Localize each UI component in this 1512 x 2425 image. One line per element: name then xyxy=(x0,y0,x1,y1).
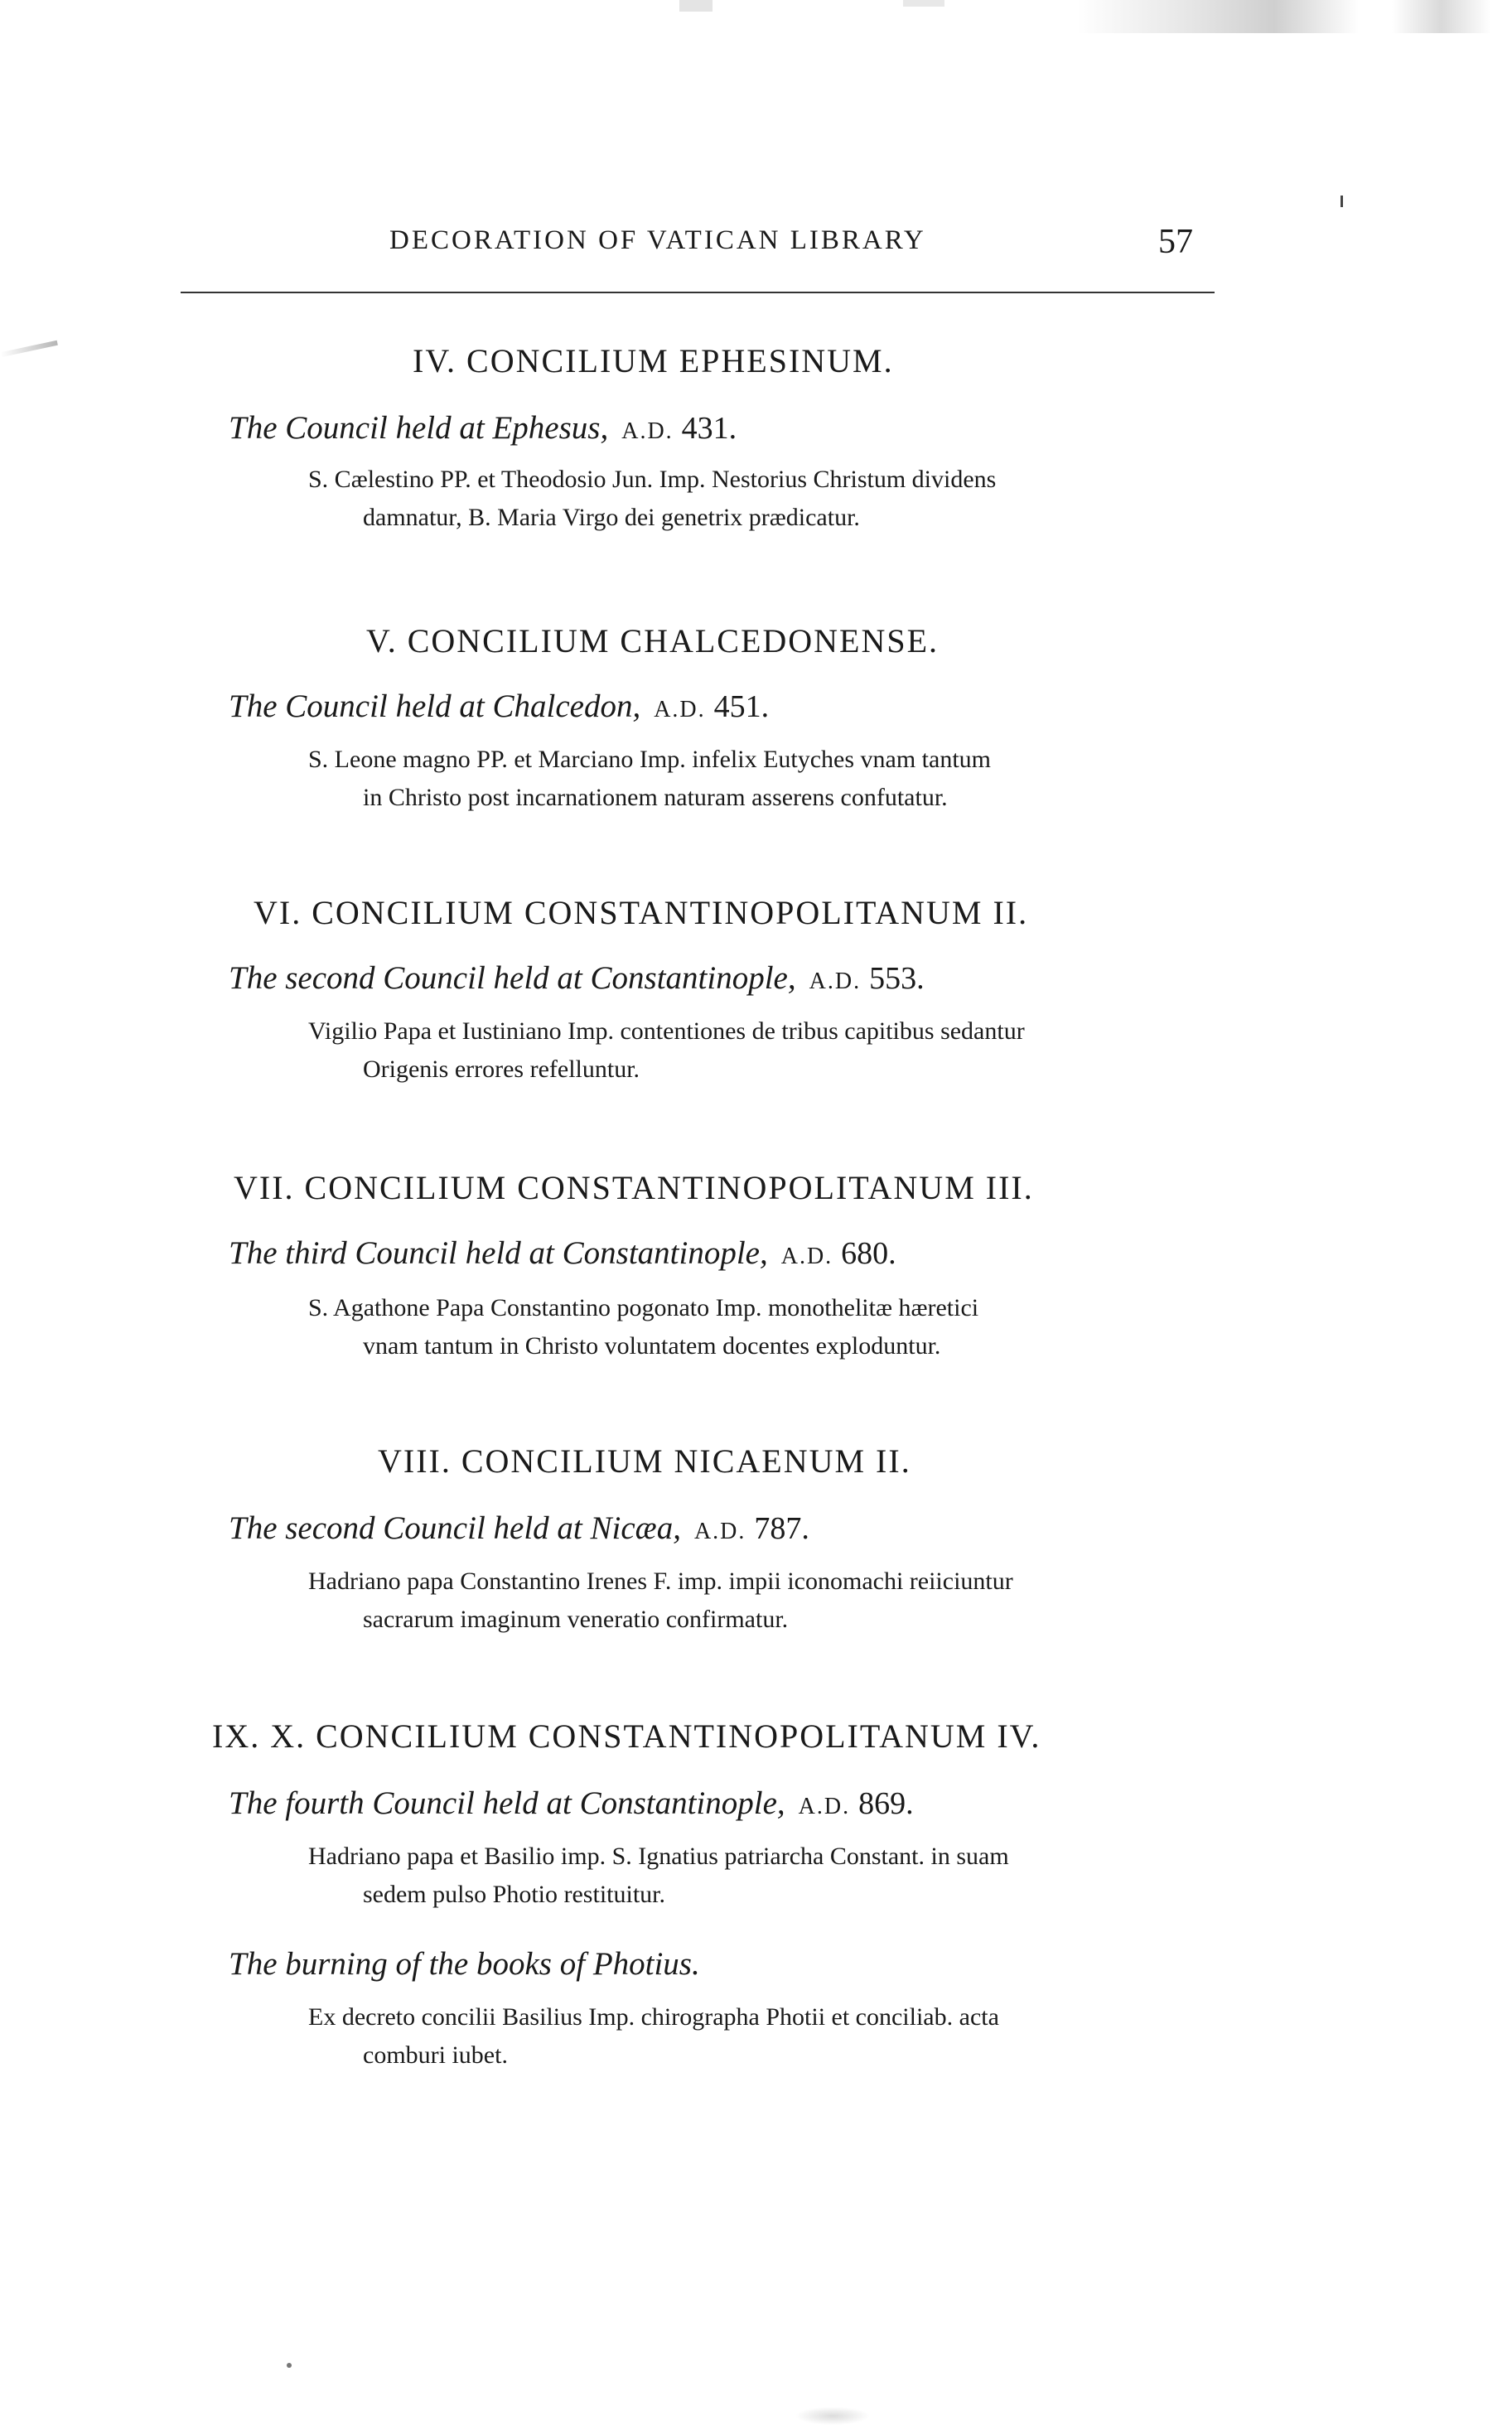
description-line: Vigilio Papa et Iustiniano Imp. contentiones de tribus capitibus sedantur xyxy=(308,1017,1025,1045)
section-subtitle xyxy=(229,688,769,725)
description-line: sacrarum imaginum veneratio confirmatur. xyxy=(363,1606,789,1633)
section-description xyxy=(308,1012,1218,1089)
year: 553. xyxy=(869,961,925,996)
description-line: in Christo post incarnationem naturam asserens confutatur. xyxy=(363,784,948,811)
subtitle-text: The second Council held at Nicæa, xyxy=(229,1510,681,1546)
scan-stain xyxy=(1392,0,1491,33)
page-number: 57 xyxy=(1158,223,1193,261)
section-heading: IX. X. CONCILIUM CONSTANTINOPOLITANUM IV. xyxy=(212,1717,1041,1755)
section-subtitle xyxy=(229,409,737,447)
margin-mark xyxy=(0,341,58,357)
section-description xyxy=(308,461,1218,537)
section-description xyxy=(308,1998,1218,2075)
year: 680. xyxy=(841,1236,896,1271)
section-description xyxy=(308,1563,1218,1639)
description-line: vnam tantum in Christo voluntatem docentes exploduntur. xyxy=(363,1332,941,1360)
section-heading: VIII. CONCILIUM NICAENUM II. xyxy=(378,1442,911,1480)
subtitle-text: The Council held at Chalcedon, xyxy=(229,688,641,724)
section-heading: VII. CONCILIUM CONSTANTINOPOLITANUM III. xyxy=(234,1169,1034,1206)
description-line: Ex decreto concilii Basilius Imp. chirographa Photii et conciliab. acta xyxy=(308,2003,999,2031)
ad-label: A.D. xyxy=(780,1244,833,1269)
section-description xyxy=(308,1838,1218,1914)
description-line: S. Agathone Papa Constantino pogonato Imp. monothelitæ hæretici xyxy=(308,1294,979,1321)
section-subtitle xyxy=(229,959,925,997)
section-subtitle: The burning of the books of Photius. xyxy=(229,1946,700,1982)
year: 869. xyxy=(858,1786,914,1821)
section-subtitle xyxy=(229,1510,809,1547)
ink-tick xyxy=(1341,196,1343,207)
description-line: Origenis errores refelluntur. xyxy=(363,1056,640,1083)
description-line: S. Leone magno PP. et Marciano Imp. infelix Eutyches vnam tantum xyxy=(308,746,992,773)
section-heading: IV. CONCILIUM EPHESINUM. xyxy=(413,342,894,379)
section-subtitle xyxy=(229,1785,914,1822)
scan-stain xyxy=(679,0,713,12)
running-head: DECORATION OF VATICAN LIBRARY xyxy=(389,225,926,255)
subtitle-text: The third Council held at Constantinople, xyxy=(229,1235,768,1271)
description-line: S. Cælestino PP. et Theodosio Jun. Imp. Nestorius Christum dividens xyxy=(308,466,997,493)
ad-label: A.D. xyxy=(809,969,862,994)
subtitle-text: The Council held at Ephesus, xyxy=(229,410,609,446)
section-heading: VI. CONCILIUM CONSTANTINOPOLITANUM II. xyxy=(254,894,1029,931)
description-line: damnatur, B. Maria Virgo dei genetrix prædicatur. xyxy=(363,504,860,531)
year: 431. xyxy=(681,411,737,446)
year: 451. xyxy=(713,689,770,724)
description-line: Hadriano papa et Basilio imp. S. Ignatius patriarcha Constant. in suam xyxy=(308,1843,1009,1870)
subtitle-text: The fourth Council held at Constantinople, xyxy=(229,1785,785,1821)
ad-label: A.D. xyxy=(621,418,674,444)
scan-shade xyxy=(795,2407,870,2425)
section-heading: V. CONCILIUM CHALCEDONENSE. xyxy=(366,622,940,659)
scan-stain xyxy=(903,0,944,7)
header-rule xyxy=(181,292,1215,293)
ad-label: A.D. xyxy=(654,697,706,722)
section-description xyxy=(308,1289,1218,1365)
ad-label: A.D. xyxy=(798,1794,851,1819)
subtitle-text: The second Council held at Constantinople, xyxy=(229,960,796,996)
description-line: Hadriano papa Constantino Irenes F. imp. impii iconomachi reiiciuntur xyxy=(308,1568,1013,1595)
ink-speck xyxy=(287,2363,292,2368)
description-line: sedem pulso Photio restituitur. xyxy=(363,1881,665,1908)
ad-label: A.D. xyxy=(693,1519,746,1544)
year: 787. xyxy=(754,1511,809,1546)
scan-stain xyxy=(1077,0,1359,33)
section-description xyxy=(308,741,1218,817)
section-subtitle xyxy=(229,1234,896,1272)
description-line: comburi iubet. xyxy=(363,2041,508,2069)
